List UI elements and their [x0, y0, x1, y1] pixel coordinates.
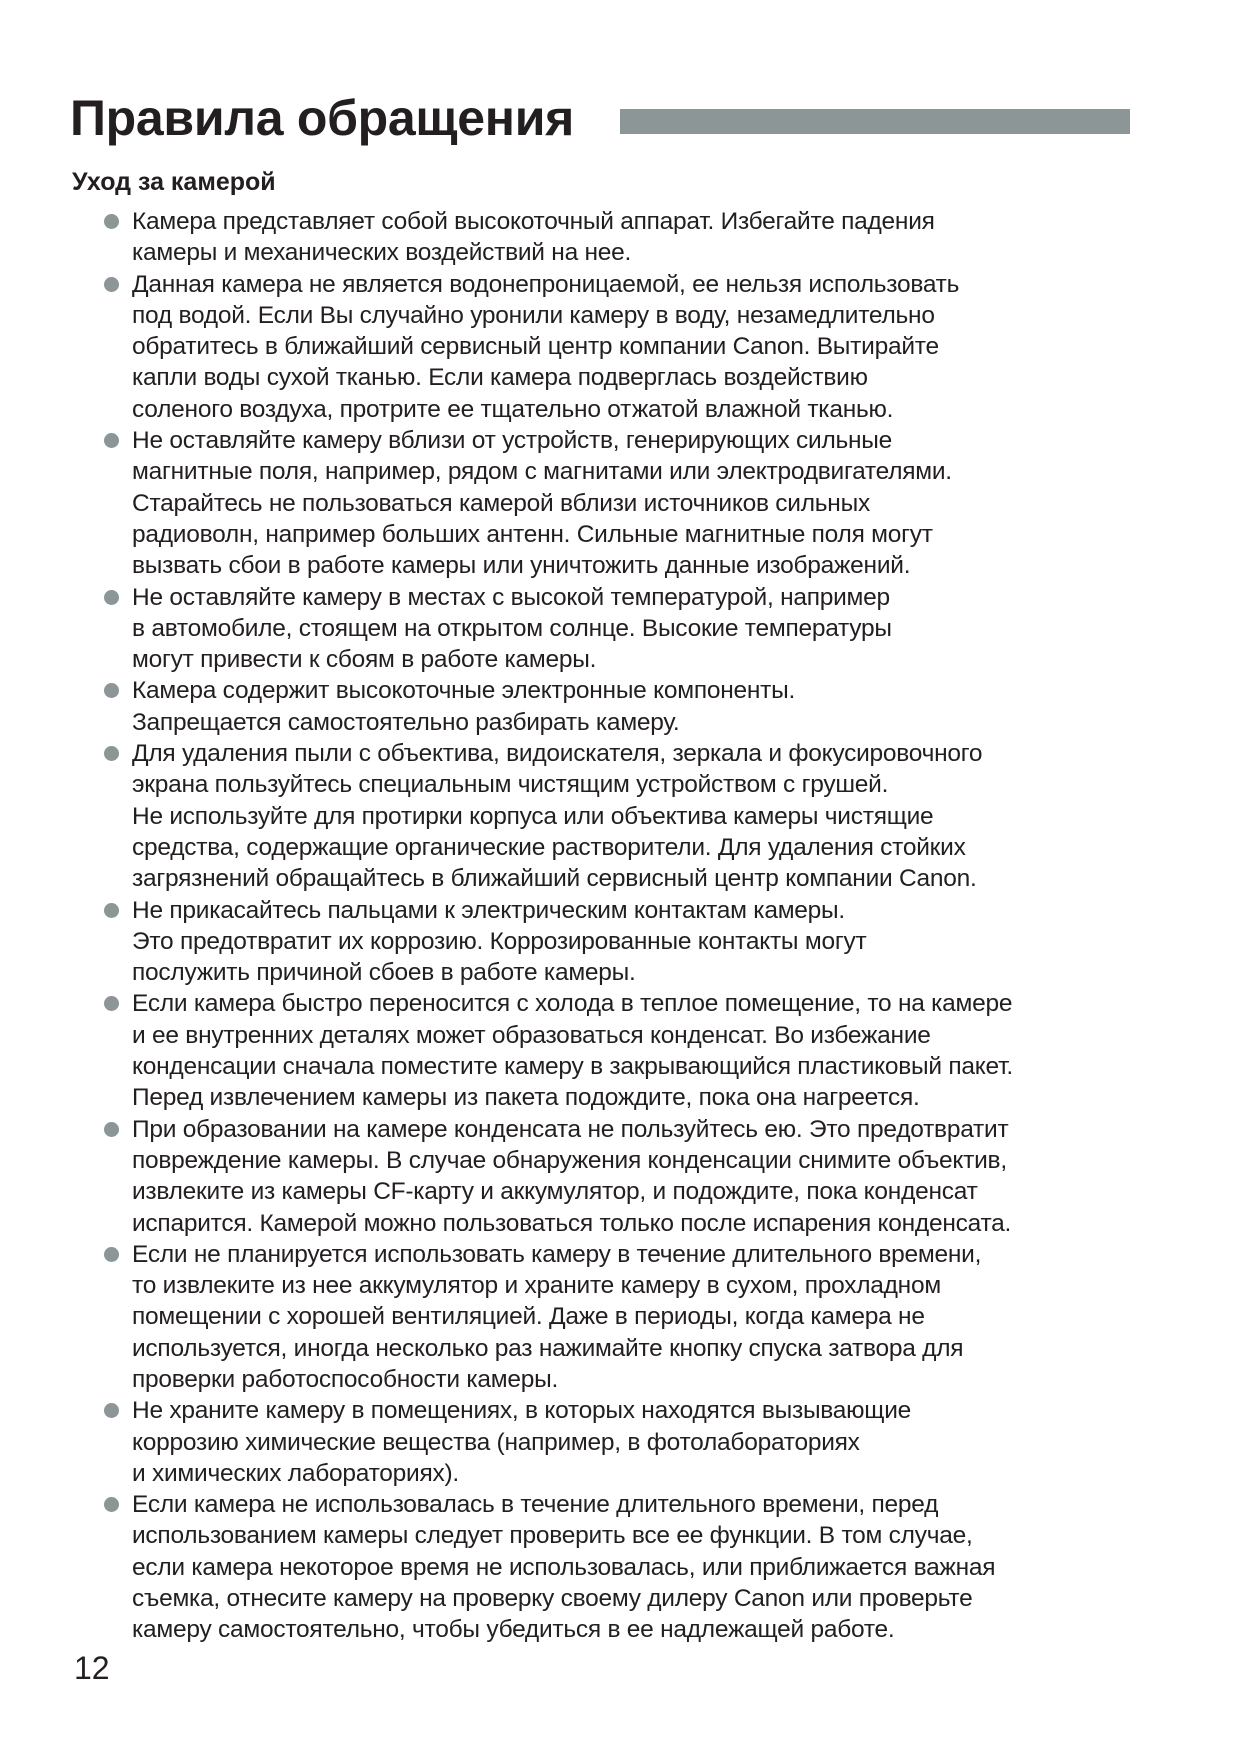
- bullet-circle-icon: [104, 277, 119, 292]
- list-item-text-line: камеру самостоятельно, чтобы убедиться в ее надлежащей работе.: [132, 1616, 895, 1644]
- list-item-text-line: коррозию химические вещества (например, в фотолабораториях: [132, 1428, 860, 1456]
- list-item-text-line: используется, иногда несколько раз нажимайте кнопку спуска затвора для: [132, 1334, 964, 1362]
- page-number: 12: [74, 1650, 110, 1686]
- list-item-text-line: использованием камеры следует проверить все ее функции. В том случае,: [132, 1522, 973, 1550]
- list-item-text-line: При образовании на камере конденсата не пользуйтесь ею. Это предотвратит: [132, 1115, 1009, 1143]
- list-item-text-line: помещении с хорошей вентиляцией. Даже в периоды, когда камера не: [132, 1303, 925, 1331]
- list-item-text-line: испарится. Камерой можно пользоваться только после испарения конденсата.: [132, 1209, 1012, 1237]
- list-item-text-line: Данная камера не является водонепроницаемой, ее нельзя использовать: [132, 270, 960, 298]
- bullet-circle-icon: [104, 590, 119, 605]
- list-item: [96, 1239, 1136, 1395]
- list-item: [96, 425, 1136, 581]
- list-item-text-line: Не используйте для протирки корпуса или объектива камеры чистящие: [132, 802, 934, 830]
- list-item-text-line: средства, содержащие органические растворители. Для удаления стойких: [132, 833, 966, 861]
- list-item: [96, 988, 1136, 1113]
- list-item-text-line: повреждение камеры. В случае обнаружения конденсации снимите объектив,: [132, 1146, 1007, 1174]
- bullet-circle-icon: [104, 903, 119, 918]
- list-item-text-line: Камера содержит высокоточные электронные компоненты.: [132, 677, 796, 705]
- page-title: Правила обращения: [70, 90, 575, 146]
- list-item-text-line: и химических лабораториях).: [132, 1459, 459, 1487]
- list-item: [96, 1489, 1136, 1645]
- list-item-text-line: Если камера быстро переносится с холода в теплое помещение, то на камере: [132, 990, 1013, 1018]
- list-item-text-line: Не храните камеру в помещениях, в которых находятся вызывающие: [132, 1397, 912, 1425]
- list-item-text-line: извлеките из камеры CF-карту и аккумулятор, и подождите, пока конденсат: [132, 1178, 978, 1206]
- bullet-circle-icon: [104, 1403, 119, 1418]
- bullet-circle-icon: [104, 1122, 119, 1137]
- bullet-circle-icon: [104, 433, 119, 448]
- list-item-text-line: Не прикасайтесь пальцами к электрическим контактам камеры.: [132, 896, 845, 924]
- bullet-circle-icon: [104, 1497, 119, 1512]
- list-item-text-line: съемка, отнесите камеру на проверку своему дилеру Canon или проверьте: [132, 1585, 973, 1613]
- title-row: [70, 88, 1130, 148]
- list-item: [96, 269, 1136, 425]
- list-item-text-line: проверки работоспособности камеры.: [132, 1365, 559, 1393]
- list-item-text-line: то извлеките из нее аккумулятор и храните камеру в сухом, прохладном: [132, 1272, 941, 1300]
- list-item-text-line: Перед извлечением камеры из пакета подождите, пока она нагреется.: [132, 1084, 920, 1112]
- list-item-text-line: обратитесь в ближайший сервисный центр компании Canon. Вытирайте: [132, 333, 939, 361]
- list-item: [96, 1395, 1136, 1489]
- list-item-text-line: конденсации сначала поместите камеру в закрывающийся пластиковый пакет.: [132, 1053, 1013, 1081]
- list-item-text-line: магнитные поля, например, рядом с магнитами или электродвигателями.: [132, 458, 952, 486]
- list-item: [96, 206, 1136, 269]
- list-item-text-line: загрязнений обращайтесь в ближайший сервисный центр компании Canon.: [132, 865, 977, 893]
- care-instructions-list: [96, 206, 1136, 1646]
- bullet-circle-icon: [104, 996, 119, 1011]
- list-item-text-line: могут привести к сбоям в работе камеры.: [132, 646, 597, 674]
- bullet-circle-icon: [104, 746, 119, 761]
- list-item-text-line: и ее внутренних деталях может образоваться конденсат. Во избежание: [132, 1021, 931, 1049]
- list-item: [96, 675, 1136, 738]
- list-item-text-line: Если не планируется использовать камеру в течение длительного времени,: [132, 1240, 982, 1268]
- list-item-text-line: камеры и механических воздействий на нее.: [132, 239, 632, 267]
- bullet-circle-icon: [104, 683, 119, 698]
- list-item-text-line: Если камера не использовалась в течение длительного времени, перед: [132, 1491, 939, 1519]
- list-item-text-line: Не оставляйте камеру вблизи от устройств, генерирующих сильные: [132, 427, 893, 455]
- title-decorative-bar: [620, 109, 1130, 134]
- list-item-text-line: экрана пользуйтесь специальным чистящим устройством с грушей.: [132, 771, 889, 799]
- list-item-text-line: Не оставляйте камеру в местах с высокой температурой, например: [132, 583, 890, 611]
- list-item: [96, 895, 1136, 989]
- list-item-text-line: вызвать сбои в работе камеры или уничтожить данные изображений.: [132, 552, 911, 580]
- list-item-text-line: послужить причиной сбоев в работе камеры.: [132, 959, 636, 987]
- list-item: [96, 582, 1136, 676]
- list-item-text-line: радиоволн, например больших антенн. Сильные магнитные поля могут: [132, 520, 933, 548]
- list-item-text-line: Старайтесь не пользоваться камерой вблизи источников сильных: [132, 489, 870, 517]
- list-item-text-line: капли воды сухой тканью. Если камера подверглась воздействию: [132, 364, 868, 392]
- list-item-text-line: Камера представляет собой высокоточный аппарат. Избегайте падения: [132, 208, 935, 235]
- section-heading: Уход за камерой: [72, 168, 276, 196]
- list-item: [96, 1114, 1136, 1239]
- list-item-text-line: Запрещается самостоятельно разбирать камеру.: [132, 708, 680, 736]
- list-item: [96, 738, 1136, 894]
- list-item-text-line: соленого воздуха, протрите ее тщательно отжатой влажной тканью.: [132, 395, 894, 423]
- list-item-text-line: Это предотвратит их коррозию. Коррозированные контакты могут: [132, 927, 867, 955]
- list-item-text-line: в автомобиле, стоящем на открытом солнце. Высокие температуры: [132, 614, 892, 642]
- bullet-circle-icon: [104, 214, 119, 229]
- list-item-text-line: под водой. Если Вы случайно уронили камеру в воду, незамедлительно: [132, 301, 935, 329]
- list-item-text-line: Для удаления пыли с объектива, видоискателя, зеркала и фокусировочного: [132, 740, 983, 768]
- bullet-circle-icon: [104, 1247, 119, 1262]
- list-item-text-line: если камера некоторое время не использовалась, или приближается важная: [132, 1553, 996, 1581]
